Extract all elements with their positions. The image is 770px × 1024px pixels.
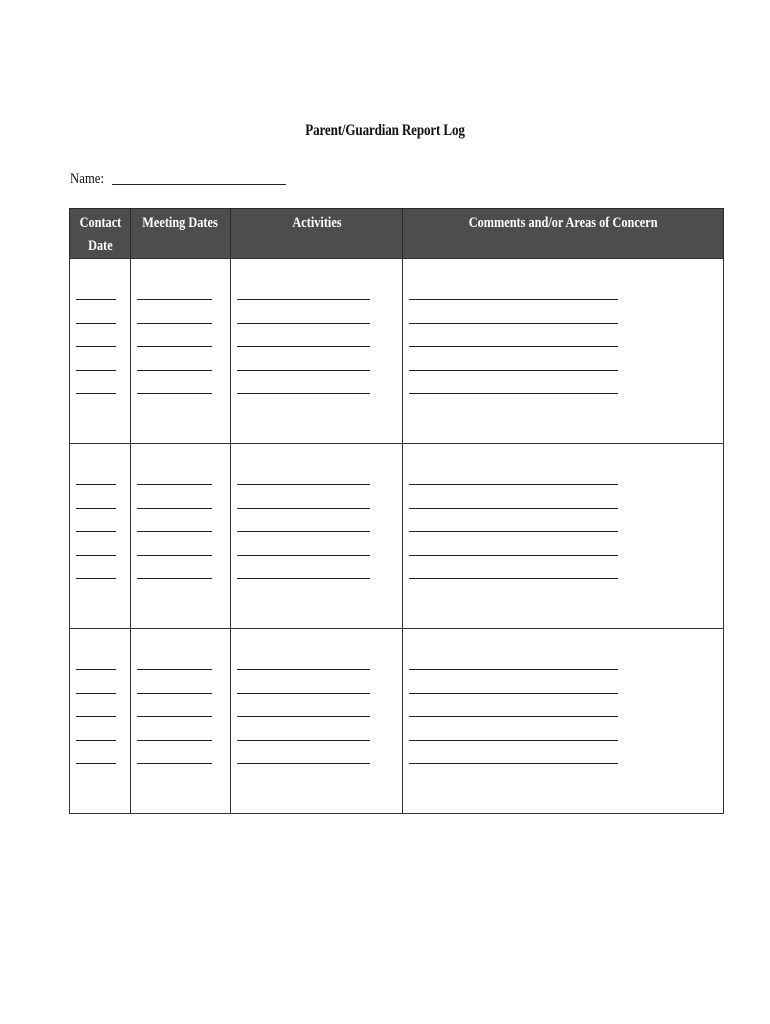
blank-entry-line[interactable] [409, 555, 618, 556]
blank-entry-line[interactable] [237, 531, 370, 532]
table-row [70, 259, 724, 444]
blank-lines-group [403, 444, 723, 602]
blank-entry-line[interactable] [237, 669, 370, 670]
blank-entry-line[interactable] [409, 484, 618, 485]
header-comments-label: Comments and/or Areas of Concern [468, 215, 658, 231]
blank-entry-line[interactable] [76, 555, 116, 556]
blank-entry-line[interactable] [76, 578, 116, 579]
blank-entry-line[interactable] [76, 740, 116, 741]
blank-entry-line[interactable] [76, 508, 116, 509]
header-meeting-dates [131, 209, 231, 259]
blank-entry-line[interactable] [409, 393, 618, 394]
name-input-line[interactable] [112, 170, 286, 185]
header-activities [231, 209, 403, 259]
blank-entry-line[interactable] [137, 555, 212, 556]
blank-entry-line[interactable] [137, 484, 212, 485]
blank-entry-line[interactable] [409, 299, 618, 300]
blank-lines-group [231, 629, 402, 787]
blank-entry-line[interactable] [409, 716, 618, 717]
blank-entry-line[interactable] [237, 555, 370, 556]
blank-entry-line[interactable] [137, 299, 212, 300]
table-header-row [70, 209, 724, 259]
blank-lines-group [70, 444, 130, 602]
blank-entry-line[interactable] [137, 578, 212, 579]
comments-cell [403, 259, 724, 444]
blank-lines-group [231, 259, 402, 417]
blank-lines-group [403, 629, 723, 787]
blank-entry-line[interactable] [137, 531, 212, 532]
blank-entry-line[interactable] [237, 508, 370, 509]
blank-entry-line[interactable] [237, 763, 370, 764]
blank-entry-line[interactable] [76, 669, 116, 670]
blank-entry-line[interactable] [409, 740, 618, 741]
blank-entry-line[interactable] [137, 370, 212, 371]
contact-date-cell [70, 259, 131, 444]
meeting-dates-cell [131, 259, 231, 444]
header-contact-date [70, 209, 131, 259]
activities-cell [231, 259, 403, 444]
blank-lines-group [131, 629, 230, 787]
contact-date-cell [70, 629, 131, 814]
comments-cell [403, 444, 724, 629]
blank-entry-line[interactable] [137, 716, 212, 717]
blank-entry-line[interactable] [76, 484, 116, 485]
blank-entry-line[interactable] [76, 531, 116, 532]
blank-entry-line[interactable] [237, 693, 370, 694]
table-row [70, 444, 724, 629]
table-row [70, 629, 724, 814]
blank-entry-line[interactable] [409, 578, 618, 579]
blank-lines-group [70, 259, 130, 417]
blank-entry-line[interactable] [137, 763, 212, 764]
blank-entry-line[interactable] [237, 578, 370, 579]
blank-lines-group [131, 259, 230, 417]
blank-entry-line[interactable] [237, 323, 370, 324]
header-comments [403, 209, 724, 259]
blank-lines-group [131, 444, 230, 602]
blank-entry-line[interactable] [409, 531, 618, 532]
document-title: Parent/Guardian Report Log [305, 122, 465, 139]
comments-cell [403, 629, 724, 814]
blank-entry-line[interactable] [237, 740, 370, 741]
blank-entry-line[interactable] [237, 299, 370, 300]
header-activities-label: Activities [291, 215, 342, 231]
blank-entry-line[interactable] [76, 393, 116, 394]
blank-entry-line[interactable] [237, 716, 370, 717]
blank-entry-line[interactable] [76, 370, 116, 371]
meeting-dates-cell [131, 629, 231, 814]
blank-entry-line[interactable] [137, 740, 212, 741]
blank-lines-group [70, 629, 130, 787]
header-meeting-dates-label: Meeting Dates [142, 215, 219, 231]
blank-entry-line[interactable] [76, 346, 116, 347]
meeting-dates-cell [131, 444, 231, 629]
blank-entry-line[interactable] [76, 716, 116, 717]
blank-entry-line[interactable] [237, 370, 370, 371]
blank-lines-group [403, 259, 723, 417]
name-field-row [70, 170, 286, 188]
blank-entry-line[interactable] [237, 346, 370, 347]
blank-entry-line[interactable] [237, 393, 370, 394]
activities-cell [231, 629, 403, 814]
report-log-table [69, 208, 724, 814]
blank-entry-line[interactable] [137, 669, 212, 670]
blank-entry-line[interactable] [76, 323, 116, 324]
blank-entry-line[interactable] [137, 393, 212, 394]
name-label: Name: [70, 171, 104, 187]
blank-entry-line[interactable] [137, 323, 212, 324]
blank-entry-line[interactable] [76, 299, 116, 300]
blank-entry-line[interactable] [137, 346, 212, 347]
blank-entry-line[interactable] [137, 693, 212, 694]
blank-entry-line[interactable] [409, 763, 618, 764]
blank-entry-line[interactable] [409, 693, 618, 694]
blank-entry-line[interactable] [137, 508, 212, 509]
contact-date-cell [70, 444, 131, 629]
blank-entry-line[interactable] [76, 693, 116, 694]
blank-entry-line[interactable] [409, 346, 618, 347]
blank-entry-line[interactable] [409, 508, 618, 509]
blank-entry-line[interactable] [237, 484, 370, 485]
blank-entry-line[interactable] [76, 763, 116, 764]
blank-entry-line[interactable] [409, 370, 618, 371]
activities-cell [231, 444, 403, 629]
blank-entry-line[interactable] [409, 669, 618, 670]
header-contact-date-line2: Date [87, 238, 113, 254]
blank-entry-line[interactable] [409, 323, 618, 324]
header-contact-date-line1: Contact [79, 215, 121, 231]
blank-lines-group [231, 444, 402, 602]
